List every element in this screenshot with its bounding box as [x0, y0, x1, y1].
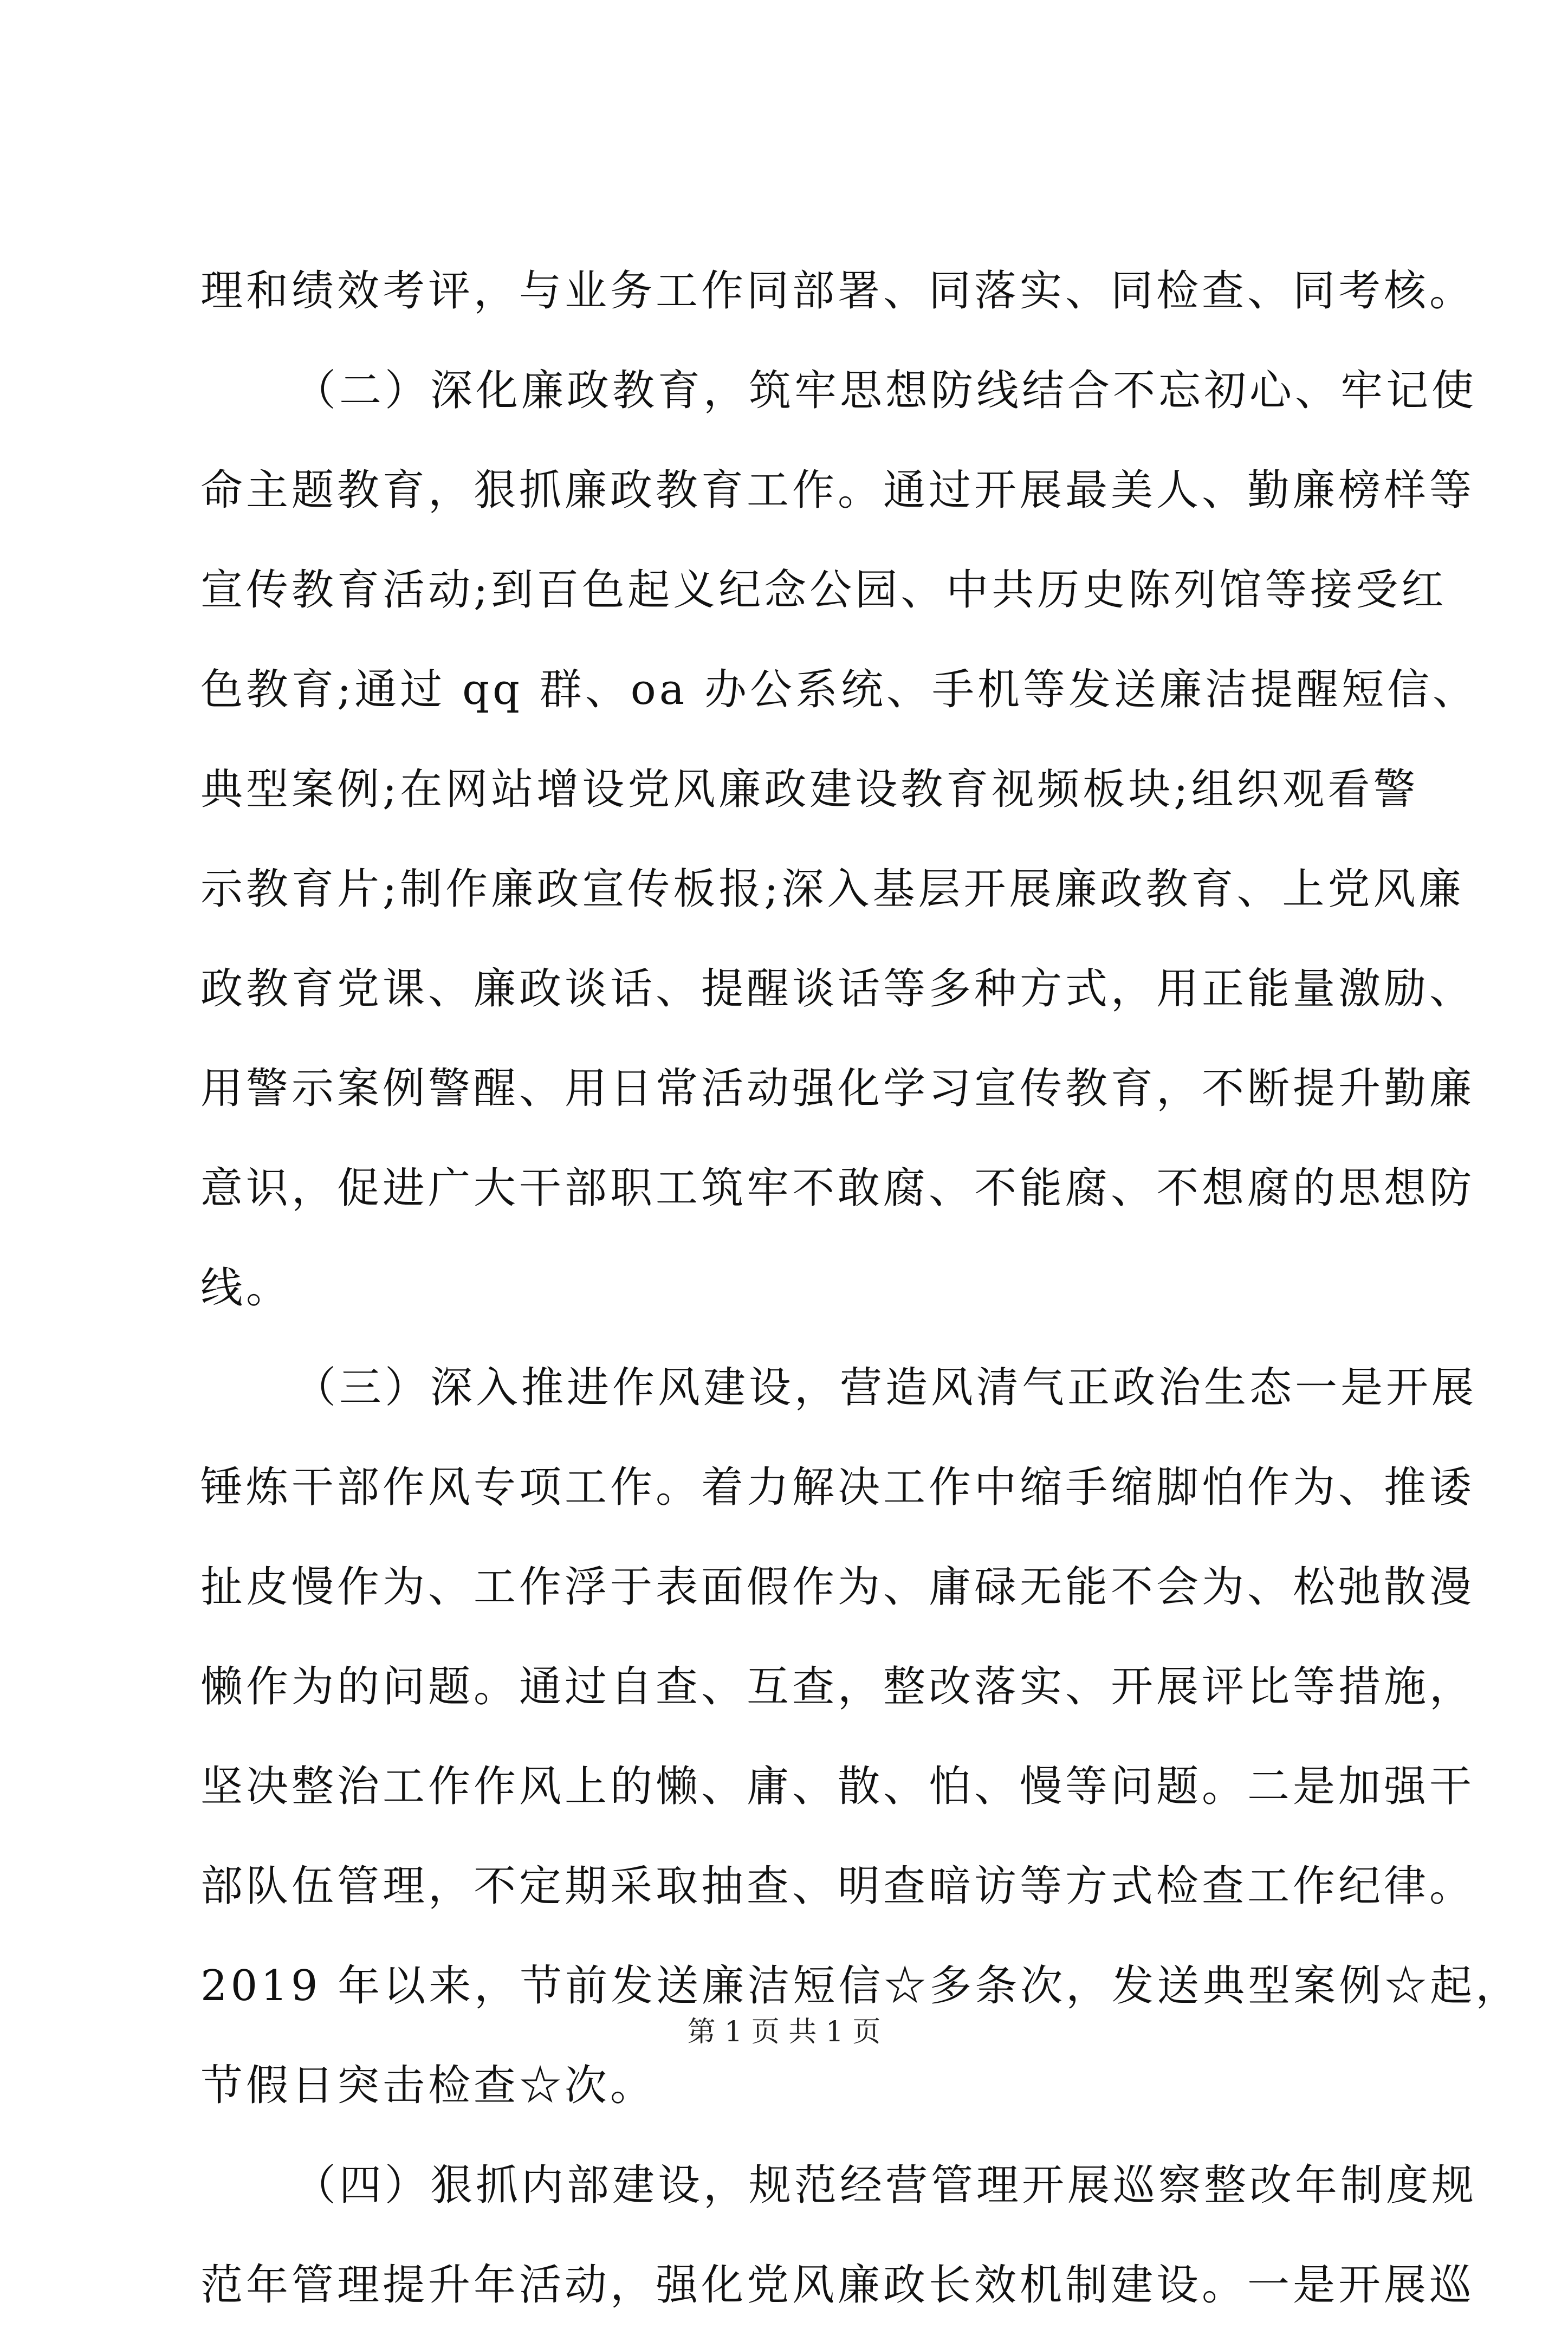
- text-line: 意识，促进广大干部职工筑牢不敢腐、不能腐、不想腐的思想防: [200, 1164, 1475, 1213]
- text-line: 2019 年以来，节前发送廉洁短信☆多条次，发送典型案例☆起，: [200, 1962, 1521, 2010]
- text-line: 理和绩效考评，与业务工作同部署、同落实、同检查、同考核。: [200, 267, 1475, 315]
- page-number-footer: 第 1 页 共 1 页: [687, 2016, 881, 2048]
- text-line: 命主题教育，狠抓廉政教育工作。通过开展最美人、勤廉榜样等: [200, 466, 1475, 515]
- text-line: 典型案例;在网站增设党风廉政建设教育视频板块;组织观看警: [200, 765, 1419, 814]
- paragraph-start-line: （二）深化廉政教育，筑牢思想防线结合不忘初心、牢记使: [294, 366, 1478, 415]
- text-line: 节假日突击检查☆次。: [200, 2061, 656, 2110]
- text-line: 扯皮慢作为、工作浮于表面假作为、庸碌无能不会为、松弛散漫: [200, 1563, 1475, 1612]
- paragraph-start-line: （三）深入推进作风建设，营造风清气正政治生态一是开展: [294, 1363, 1478, 1412]
- text-line: 范年管理提升年活动，强化党风廉政长效机制建设。一是开展巡: [200, 2261, 1475, 2310]
- text-line: 锤炼干部作风专项工作。着力解决工作中缩手缩脚怕作为、推诿: [200, 1463, 1475, 1512]
- text-line: 线。: [200, 1264, 292, 1312]
- text-line: 用警示案例警醒、用日常活动强化学习宣传教育，不断提升勤廉: [200, 1064, 1475, 1113]
- text-line: 坚决整治工作作风上的懒、庸、散、怕、慢等问题。二是加强干: [200, 1762, 1475, 1811]
- text-line: 色教育;通过 qq 群、oa 办公系统、手机等发送廉洁提醒短信、: [200, 665, 1478, 714]
- text-line: 宣传教育活动;到百色起义纪念公园、中共历史陈列馆等接受红: [200, 566, 1447, 615]
- text-line: 示教育片;制作廉政宣传板报;深入基层开展廉政教育、上党风廉: [200, 865, 1465, 914]
- paragraph-start-line: （四）狠抓内部建设，规范经营管理开展巡察整改年制度规: [294, 2161, 1478, 2210]
- text-line: 政教育党课、廉政谈话、提醒谈话等多种方式，用正能量激励、: [200, 965, 1475, 1013]
- text-line: 部队伍管理，不定期采取抽查、明查暗访等方式检查工作纪律。: [200, 1862, 1475, 1911]
- text-line: 懒作为的问题。通过自查、互查，整改落实、开展评比等措施，: [200, 1663, 1475, 1711]
